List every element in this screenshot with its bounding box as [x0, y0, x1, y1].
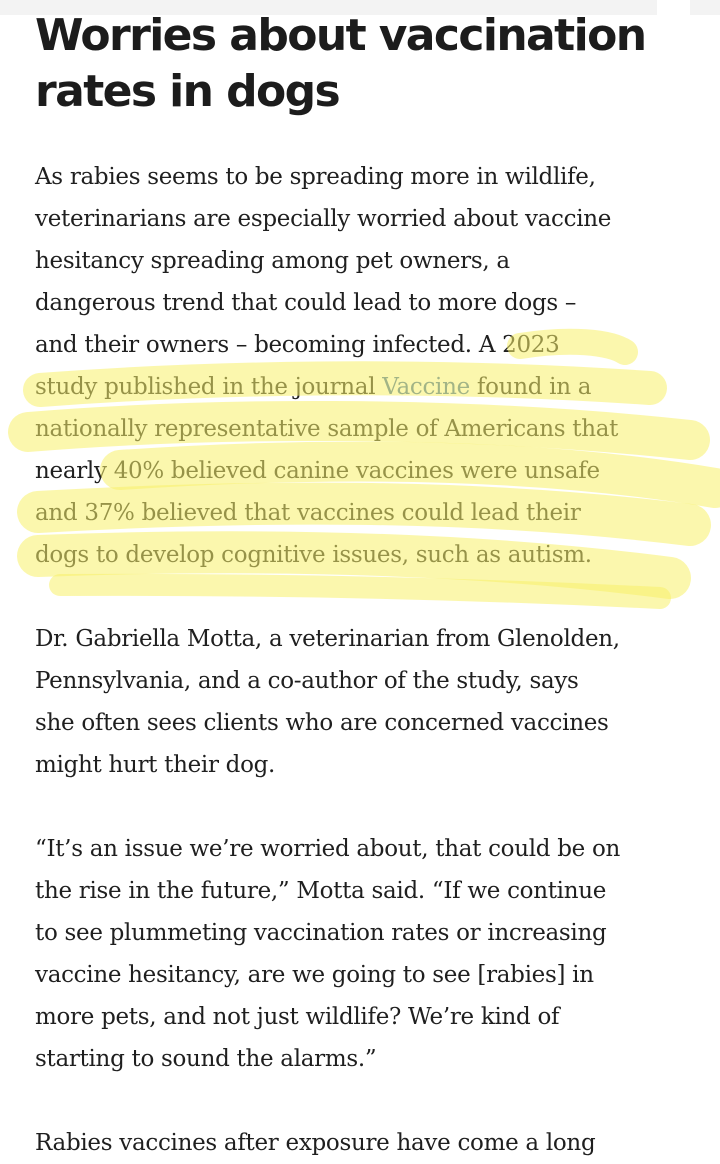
article-headline: Worries about vaccination rates in dogs	[35, 10, 646, 117]
text-after-link: found in a	[469, 374, 592, 400]
text-line: to see plummeting vaccination rates or increasing	[35, 920, 607, 946]
paragraph-2	[35, 618, 715, 786]
text-line: Rabies vaccines after exposure have come a long	[35, 1130, 596, 1156]
text-line: hesitancy spreading among pet owners, a	[35, 248, 510, 274]
text-line: might hurt their dog.	[35, 752, 276, 778]
text-line: nearly 40% believed canine vaccines were unsafe	[35, 458, 600, 484]
vaccine-journal-link[interactable]: Vaccine	[382, 374, 470, 400]
text-line: the rise in the future,” Motta said. “If we continue	[35, 878, 607, 904]
text-line: she often sees clients who are concerned vaccines	[35, 710, 609, 736]
text-line: starting to sound the alarms.”	[35, 1046, 377, 1072]
article-body	[35, 156, 715, 1164]
text-line: and their owners – becoming infected. A 2023	[35, 332, 560, 358]
text-line: Pennsylvania, and a co-author of the study, says	[35, 668, 579, 694]
text-line: dangerous trend that could lead to more dogs –	[35, 290, 577, 316]
text-before-link: study published in the journal	[35, 374, 383, 400]
text-line: vaccine hesitancy, are we going to see [rabies] in	[35, 962, 594, 988]
text-line: Dr. Gabriella Motta, a veterinarian from Glenolden,	[35, 626, 620, 652]
text-line: nationally representative sample of Americans that	[35, 416, 619, 442]
text-line: veterinarians are especially worried about vaccine	[35, 206, 612, 232]
text-line: “It’s an issue we’re worried about, that could be on	[35, 836, 621, 862]
paragraph-4	[35, 1122, 715, 1164]
text-line	[35, 366, 715, 408]
text-line: more pets, and not just wildlife? We’re kind of	[35, 1004, 560, 1030]
paragraph-3	[35, 828, 715, 1080]
paragraph-1	[35, 156, 715, 576]
text-line: dogs to develop cognitive issues, such as autism.	[35, 542, 592, 568]
text-line: and 37% believed that vaccines could lead their	[35, 500, 581, 526]
text-line: As rabies seems to be spreading more in wildlife,	[35, 164, 596, 190]
